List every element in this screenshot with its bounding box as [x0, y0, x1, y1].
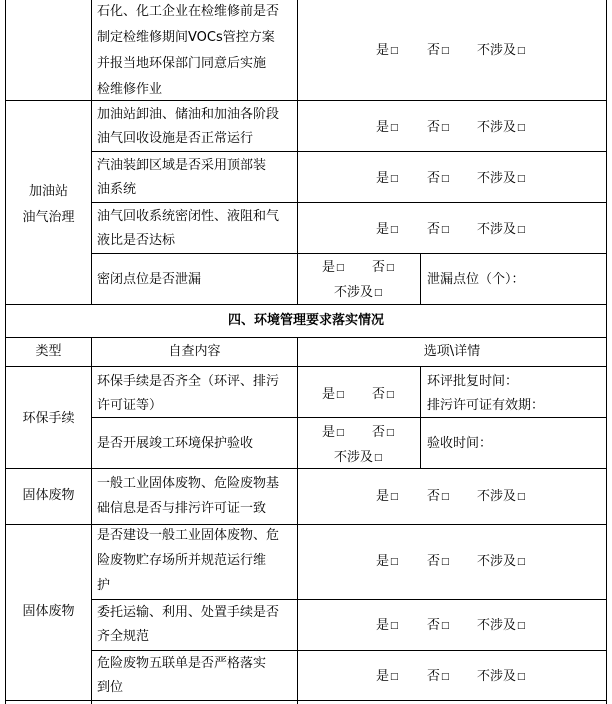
no-checkbox[interactable]: 否 □ [427, 488, 450, 506]
item-text: 险废物贮存场所并规范运行维 [97, 553, 267, 568]
item-text: 密闭点位是否泄漏 [97, 272, 202, 287]
yes-checkbox[interactable]: 是 □ [376, 119, 399, 137]
column-divider [91, 337, 92, 704]
na-checkbox[interactable]: 不涉及 □ [477, 42, 526, 60]
item-text: 油气回收设施是否正常运行 [97, 131, 254, 146]
item-text: 检维修作业 [97, 82, 163, 97]
row-divider [5, 304, 607, 305]
category-label: 油气治理 [22, 210, 75, 225]
header-options: 选项\详情 [423, 344, 481, 359]
yes-checkbox[interactable]: 是 □ [376, 170, 399, 188]
row-divider [5, 524, 607, 525]
row-divider [91, 202, 607, 203]
yes-checkbox[interactable]: 是 □ [376, 617, 399, 635]
header-type: 类型 [35, 344, 62, 359]
item-text: 齐全规范 [97, 629, 150, 644]
item-text: 危险废物五联单是否严格落实 [97, 656, 267, 671]
category-label: 固体废物 [22, 604, 75, 619]
na-checkbox[interactable]: 不涉及 □ [477, 668, 526, 686]
category-label: 环保手续 [22, 411, 75, 426]
row-divider [91, 417, 607, 418]
row-divider [91, 151, 607, 152]
no-checkbox[interactable]: 否 □ [427, 553, 450, 571]
na-checkbox[interactable]: 不涉及 □ [477, 170, 526, 188]
no-checkbox[interactable]: 否 □ [372, 424, 395, 442]
na-checkbox[interactable]: 不涉及 □ [334, 284, 383, 302]
row-divider [91, 253, 607, 254]
no-checkbox[interactable]: 否 □ [427, 42, 450, 60]
item-text: 础信息是否与排污许可证一致 [97, 501, 267, 516]
column-divider [297, 337, 298, 704]
permit-validity-field[interactable]: 排污许可证有效期： [427, 398, 545, 413]
yes-checkbox[interactable]: 是 □ [322, 424, 345, 442]
no-checkbox[interactable]: 否 □ [427, 170, 450, 188]
na-checkbox[interactable]: 不涉及 □ [477, 221, 526, 239]
no-checkbox[interactable]: 否 □ [427, 617, 450, 635]
na-checkbox[interactable]: 不涉及 □ [477, 488, 526, 506]
yes-checkbox[interactable]: 是 □ [376, 553, 399, 571]
no-checkbox[interactable]: 否 □ [427, 668, 450, 686]
item-text: 油系统 [97, 182, 137, 197]
no-checkbox[interactable]: 否 □ [372, 386, 395, 404]
row-divider [5, 700, 607, 701]
item-text: 汽油装卸区域是否采用顶部装 [97, 158, 267, 173]
item-text: 加油站卸油、储油和加油各阶段 [97, 107, 280, 122]
item-text: 并报当地环保部门同意后实施 [97, 56, 267, 71]
yes-checkbox[interactable]: 是 □ [376, 42, 399, 60]
row-divider [5, 468, 607, 469]
row-divider [91, 650, 607, 651]
section-title: 四、环境管理要求落实情况 [227, 313, 384, 328]
row-divider [5, 100, 607, 101]
item-text: 委托运输、利用、处置手续是否 [97, 605, 280, 620]
yes-checkbox[interactable]: 是 □ [376, 221, 399, 239]
column-divider [420, 366, 421, 468]
column-divider [420, 253, 421, 304]
item-text: 石化、化工企业在检维修前是否 [97, 4, 280, 19]
na-checkbox[interactable]: 不涉及 □ [334, 449, 383, 467]
category-label: 加油站 [28, 184, 68, 199]
row-divider [91, 599, 607, 600]
item-text: 是否建设一般工业固体废物、危 [97, 528, 280, 543]
yes-checkbox[interactable]: 是 □ [322, 386, 345, 404]
no-checkbox[interactable]: 否 □ [427, 119, 450, 137]
no-checkbox[interactable]: 否 □ [372, 259, 395, 277]
item-text: 油气回收系统密闭性、液阻和气 [97, 209, 280, 224]
item-text: 环保手续是否齐全（环评、排污 [97, 374, 280, 389]
yes-checkbox[interactable]: 是 □ [322, 259, 345, 277]
no-checkbox[interactable]: 否 □ [427, 221, 450, 239]
item-text: 液比是否达标 [97, 233, 176, 248]
item-text: 一般工业固体废物、危险废物基 [97, 476, 280, 491]
na-checkbox[interactable]: 不涉及 □ [477, 119, 526, 137]
item-text: 护 [97, 578, 111, 593]
na-checkbox[interactable]: 不涉及 □ [477, 617, 526, 635]
header-content: 自查内容 [168, 344, 221, 359]
row-divider [5, 366, 607, 367]
item-text: 制定检维修期间VOCs管控方案 [97, 30, 275, 45]
acceptance-date-field[interactable]: 验收时间： [427, 436, 493, 451]
row-divider [5, 337, 607, 338]
item-text: 许可证等） [97, 398, 163, 413]
na-checkbox[interactable]: 不涉及 □ [477, 553, 526, 571]
approval-date-field[interactable]: 环评批复时间： [427, 374, 519, 389]
leak-count-field[interactable]: 泄漏点位（个）： [427, 272, 525, 287]
yes-checkbox[interactable]: 是 □ [376, 488, 399, 506]
column-divider [297, 0, 298, 304]
column-divider [91, 0, 92, 304]
yes-checkbox[interactable]: 是 □ [376, 668, 399, 686]
category-label: 固体废物 [22, 488, 75, 503]
item-text: 是否开展竣工环境保护验收 [97, 436, 254, 451]
item-text: 到位 [97, 680, 124, 695]
